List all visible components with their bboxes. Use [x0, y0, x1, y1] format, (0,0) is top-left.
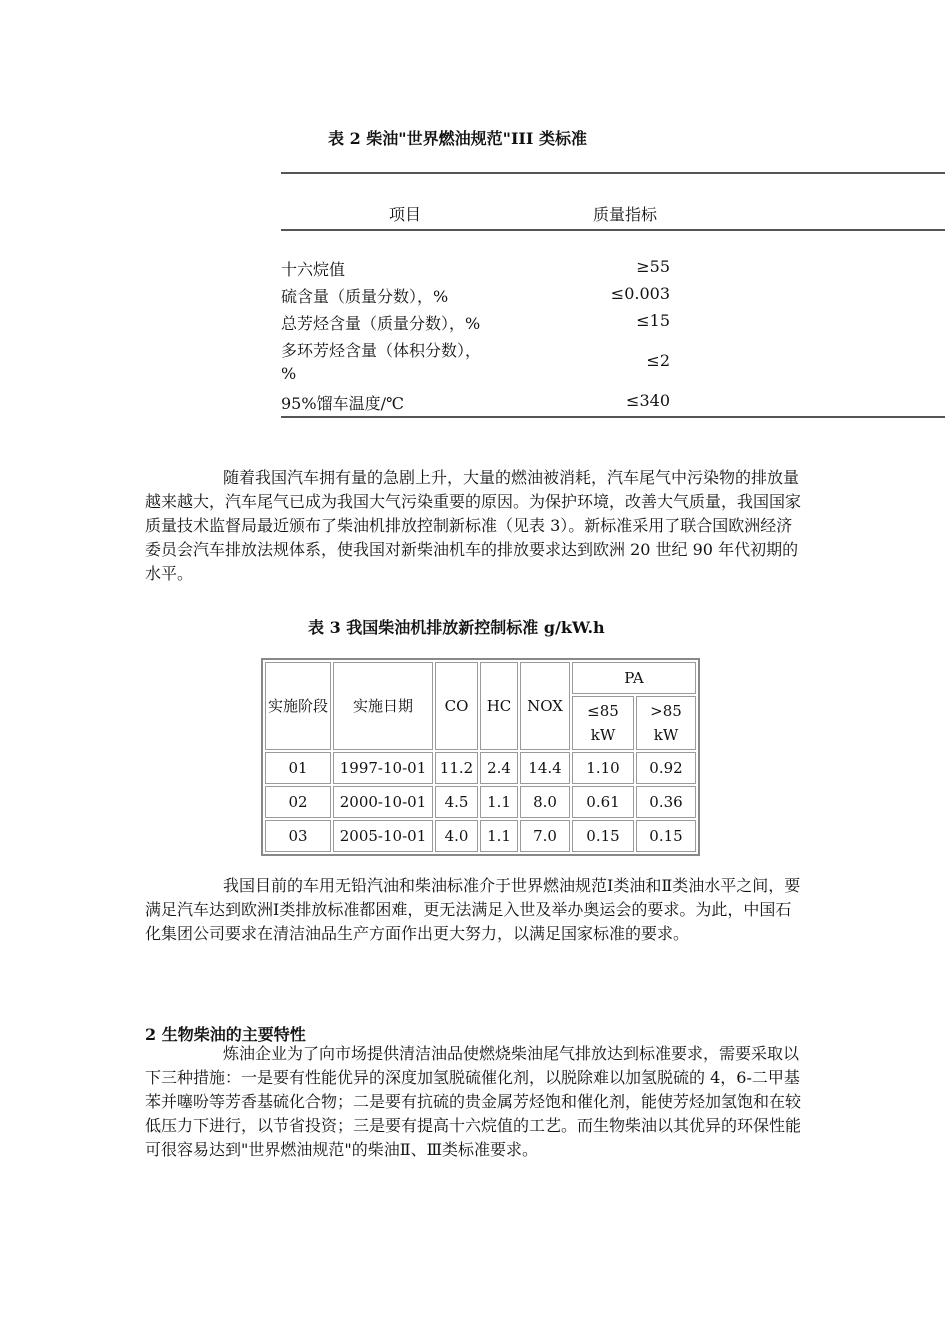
table3-header-pa: PA [572, 662, 696, 694]
table3-cell-date: 2000-10-01 [333, 786, 433, 818]
table3-cell-stage: 02 [265, 786, 331, 818]
table3-cell-pa-low: 1.10 [572, 752, 634, 784]
table2-row-item: 95%馏车温度/℃ [281, 394, 404, 413]
table2-bottom-rule [281, 416, 945, 418]
table3-header-stage: 实施阶段 [265, 662, 331, 750]
table3-cell-co: 4.0 [435, 820, 478, 852]
table-row [265, 752, 696, 784]
table2-row-item: 十六烷值 [281, 260, 346, 279]
table3-cell-nox: 14.4 [520, 752, 570, 784]
table2-row-value: ≤340 [626, 391, 670, 410]
table2-row-item: 总芳烃含量（质量分数），% [281, 314, 481, 333]
table2-top-rule [281, 172, 945, 174]
table-row [265, 820, 696, 852]
table3-cell-pa-high: 0.15 [636, 820, 696, 852]
table3-cell-pa-low: 0.61 [572, 786, 634, 818]
table3-cell-stage: 01 [265, 752, 331, 784]
table3-cell-date: 1997-10-01 [333, 752, 433, 784]
table2-header-value: 质量指标 [593, 205, 658, 224]
paragraph: 炼油企业为了向市场提供清洁油品使燃烧柴油尾气排放达到标准要求，需要采取以下三种措施：一是要有性能优异的深度加氢脱硫催化剂，以脱除难以加氢脱硫的 4，6-二甲基苯并噻吩等芳香基硫化合物；二是要有抗硫的贵金属芳烃饱和催化剂，能使芳烃加氢饱和在较低压力下进行，以节省投资；三是要有提高十六烷值的工艺。而生物柴油以其优异的环保性能可很容易达到"世界燃油规范"的柴油Ⅱ、Ⅲ类标准要求。 [145, 1044, 802, 1159]
table3-header-pa-low: ≤85 kW [572, 696, 634, 750]
paragraph: 我国目前的车用无铅汽油和柴油标准介于世界燃油规范Ⅰ类油和Ⅱ类油水平之间，要满足汽车达到欧洲Ⅰ类排放标准都困难，更无法满足入世及举办奥运会的要求。为此，中国石化集团公司要求在清洁油品生产方面作出更大努力，以满足国家标准的要求。 [145, 876, 801, 943]
table3-cell-pa-low: 0.15 [572, 820, 634, 852]
table3-cell-co: 11.2 [435, 752, 478, 784]
table2-header-rule [281, 229, 945, 231]
table3-cell-pa-high: 0.36 [636, 786, 696, 818]
table-row [265, 786, 696, 818]
table3-cell-hc: 1.1 [480, 786, 518, 818]
table2-row-item: 硫含量（质量分数），% [281, 287, 449, 306]
table2-row-value: ≤2 [646, 351, 670, 370]
table3-header-nox: NOX [520, 662, 570, 750]
table2-row-item-continued: % [281, 364, 297, 383]
table3-cell-nox: 7.0 [520, 820, 570, 852]
section-heading: 2 生物柴油的主要特性 [145, 1025, 306, 1044]
table2-row-item: 多环芳烃含量（体积分数）， [281, 341, 482, 360]
table3-cell-hc: 2.4 [480, 752, 518, 784]
table3-cell-stage: 03 [265, 820, 331, 852]
table3-cell-co: 4.5 [435, 786, 478, 818]
table2-row-value: ≤15 [636, 311, 670, 330]
table3-cell-date: 2005-10-01 [333, 820, 433, 852]
table2-row-value: ≥55 [636, 257, 670, 276]
paragraph: 随着我国汽车拥有量的急剧上升，大量的燃油被消耗，汽车尾气中污染物的排放量越来越大，汽车尾气已成为我国大气污染重要的原因。为保护环境，改善大气质量，我国国家质量技术监督局最近颁布了柴油机排放控制新标准（见表 3）。新标准采用了联合国欧洲经济委员会汽车排放法规体系，使我国对新柴油机车的排放要求达到欧洲 20 世纪 90 年代初期的水平。 [145, 468, 802, 583]
table2-row-value: ≤0.003 [610, 284, 670, 303]
table2-title: 表 2 柴油"世界燃油规范"III 类标准 [328, 129, 587, 148]
table3-cell-pa-high: 0.92 [636, 752, 696, 784]
table3-header-pa-high: >85 kW [636, 696, 696, 750]
table3-cell-nox: 8.0 [520, 786, 570, 818]
table3 [261, 658, 700, 856]
table3-cell-hc: 1.1 [480, 820, 518, 852]
table3-header-date: 实施日期 [333, 662, 433, 750]
table2-header-item: 项目 [389, 205, 422, 224]
table3-header-hc: HC [480, 662, 518, 750]
table3-header-co: CO [435, 662, 478, 750]
table3-title: 表 3 我国柴油机排放新控制标准 g/kW.h [308, 618, 605, 637]
